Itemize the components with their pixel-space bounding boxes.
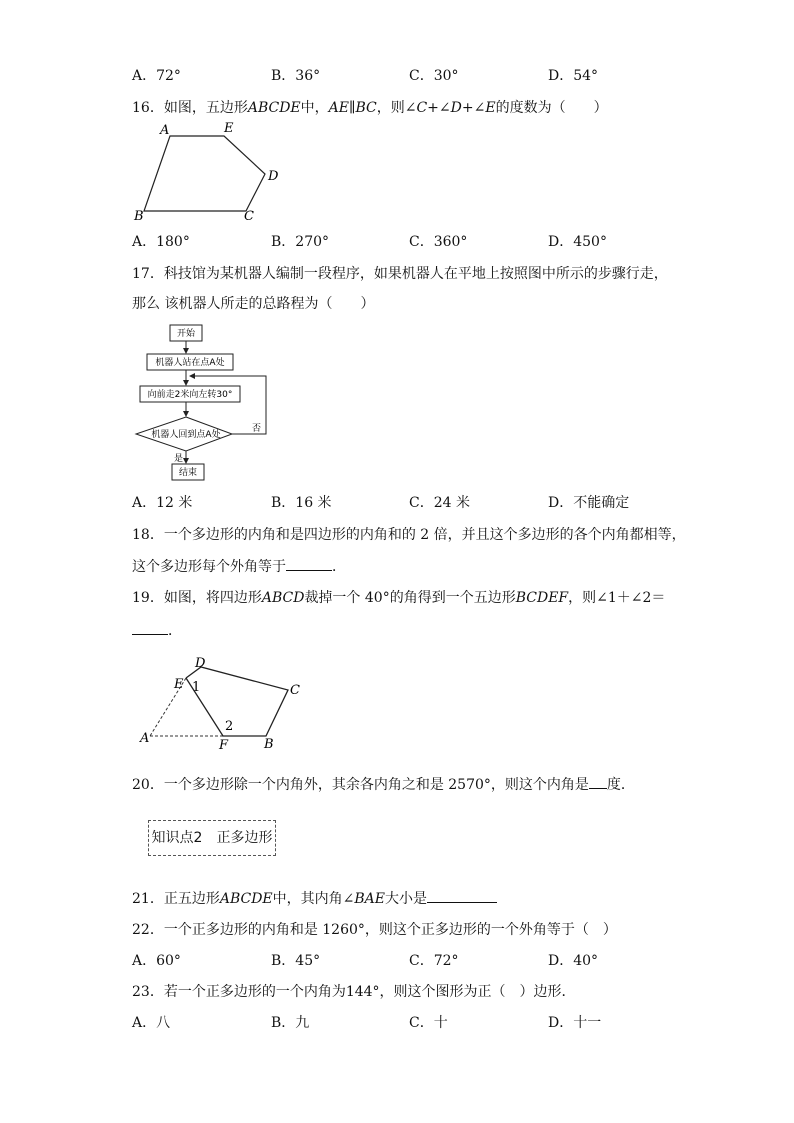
q16-condition: AE∥BC: [328, 100, 377, 116]
q16-pentagon-figure: [132, 122, 282, 222]
q19-text: 19．如图，将四边形: [132, 590, 262, 606]
q16-number: 16．: [132, 100, 164, 116]
q17-option-d: D．不能确定: [548, 495, 630, 511]
q16-option-a: A．180°: [132, 234, 190, 250]
flow-step2-label: 向前走2米向左转30°: [147, 390, 233, 400]
label-c: C: [244, 209, 254, 224]
q19-question-line2: [132, 620, 182, 641]
q23-option-a: A．八: [132, 1015, 171, 1031]
q16-text: 的度数为（ ）: [495, 100, 608, 116]
q16-option-d: D．450°: [548, 234, 607, 250]
q18-text-end: ．: [332, 559, 346, 575]
q19-quadrilateral-figure: [138, 652, 318, 752]
q17-option-a: A．12 米: [132, 495, 193, 511]
knowledge-point-label: 知识点2 正多边形: [151, 830, 273, 846]
q16-option-c: C．360°: [409, 234, 468, 250]
label-b: B: [134, 209, 144, 224]
q18-text: 这个多边形每个外角等于: [132, 559, 286, 575]
label-f: F: [219, 738, 229, 753]
q21-question: [132, 888, 497, 909]
q17-question-line2: 那么 该机器人所走的总路程为（ ）: [132, 296, 375, 312]
q19-shape: BCDEF: [515, 590, 569, 606]
q21-angle: BAE: [354, 891, 386, 907]
q15-option-c: C．30°: [409, 68, 459, 84]
q22-question: 22．一个正多边形的内角和是 1260°，则这个正多边形的一个外角等于（ ）: [132, 922, 617, 938]
knowledge-point-box: [148, 820, 276, 856]
flow-no-label: 否: [252, 424, 262, 434]
q18-question-line1: 18．一个多边形的内角和是四边形的内角和的 2 倍，并且这个多边形的各个内角都相等，: [132, 527, 686, 543]
q15-option-d: D．54°: [548, 68, 599, 84]
q17-option-b: B．16 米: [271, 495, 332, 511]
q15-option-a: A．72°: [132, 68, 181, 84]
flow-decision-label: 机器人回到点A处: [151, 430, 221, 440]
q18-answer-blank: [286, 556, 332, 571]
q21-shape: ABCDE: [219, 891, 273, 907]
q22-option-c: C．72°: [409, 953, 459, 969]
q21-answer-blank: [427, 888, 497, 903]
q20-answer-blank: [589, 774, 607, 789]
label-e: E: [224, 121, 234, 136]
q23-option-c: C．十: [409, 1015, 448, 1031]
q23-option-d: D．十一: [548, 1015, 602, 1031]
label-d: D: [195, 656, 206, 671]
q21-text: 中，其内角∠: [272, 891, 355, 907]
q19-text: ，则∠1＋∠2＝: [568, 590, 666, 606]
q19-question-line1: [132, 588, 665, 608]
q16-text: 中，: [300, 100, 329, 116]
q22-option-b: B．45°: [271, 953, 321, 969]
q16-text: ，则∠: [376, 100, 417, 116]
q16-text: +∠: [461, 100, 486, 116]
label-e: E: [174, 677, 184, 692]
q21-text: 大小是: [385, 891, 428, 907]
q16-text: +∠: [427, 100, 451, 116]
label-d: D: [268, 169, 279, 184]
q17-question-line1: 17．科技馆为某机器人编制一段程序，如果机器人在平地上按照图中所示的步骤行走，: [132, 266, 668, 282]
q18-question-line2: [132, 556, 346, 577]
flow-start-label: 开始: [176, 329, 196, 339]
q23-option-b: B．九: [271, 1015, 310, 1031]
angle-2-label: 2: [225, 719, 234, 734]
flow-end-label: 结束: [178, 468, 198, 478]
q22-option-a: A．60°: [132, 953, 181, 969]
q22-option-d: D．40°: [548, 953, 599, 969]
label-a: A: [140, 731, 150, 746]
angle-1-label: 1: [192, 680, 201, 695]
q16-shape: ABCDE: [247, 100, 301, 116]
q23-question: 23．若一个正多边形的一个内角为144°，则这个图形为正（ ）边形．: [132, 984, 576, 1000]
label-b: B: [264, 737, 274, 752]
q17-flowchart: [132, 322, 282, 482]
q19-answer-blank: [132, 620, 168, 635]
q16-text: 如图，五边形: [163, 100, 248, 116]
q15-option-b: B．36°: [271, 68, 321, 84]
pentagon-abcde: [144, 136, 265, 211]
q21-text: 21．正五边形: [132, 891, 220, 907]
q20-text: 20．一个多边形除一个内角外，其余各内角之和是 2570°，则这个内角是: [132, 777, 589, 793]
q16-option-b: B．270°: [271, 234, 330, 250]
q16-angle: E: [485, 100, 496, 116]
label-a: A: [160, 123, 170, 138]
label-c: C: [290, 683, 300, 698]
q19-text-end: ．: [168, 623, 182, 639]
flow-yes-label: 是: [174, 454, 184, 464]
flow-step1-label: 机器人站在点A处: [155, 358, 225, 368]
pentagon-bcdef: [186, 667, 288, 736]
q16-angle: C: [416, 100, 428, 116]
q17-option-c: C．24 米: [409, 495, 470, 511]
q19-text: 裁掉一个 40°的角得到一个五边形: [304, 590, 516, 606]
q16-angle: D: [450, 100, 462, 116]
q19-shape: ABCD: [261, 590, 305, 606]
q20-question: [132, 774, 635, 795]
q20-text-end: 度．: [606, 777, 635, 793]
q16-question: [132, 98, 608, 118]
